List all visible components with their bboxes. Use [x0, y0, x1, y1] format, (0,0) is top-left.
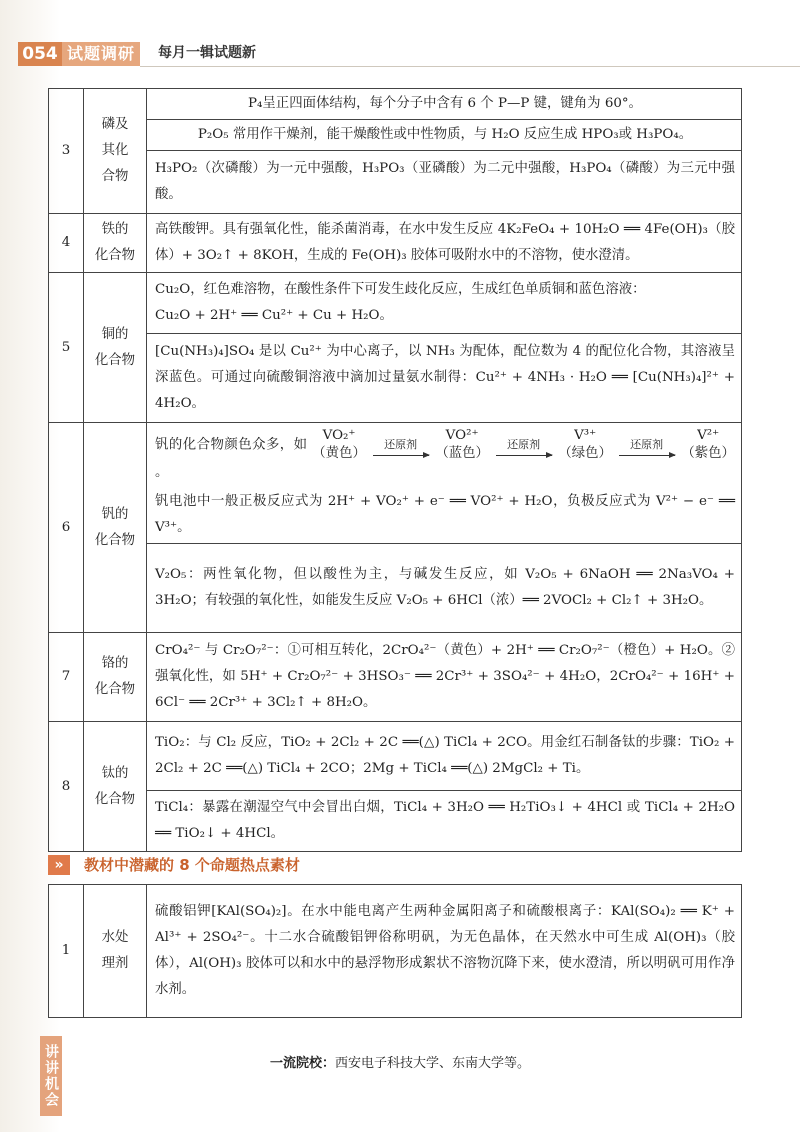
species-color: （紫色） [681, 446, 735, 461]
footer-text: 西安电子科技大学、东南大学等。 [335, 1056, 531, 1071]
arrow-label: 还原剂 [630, 437, 664, 451]
cell-k2feo4: 高铁酸钾。具有强氧化性，能杀菌消毒，在水中发生反应 4K₂FeO₄ + 10H₂O ══ 4Fe(OH)₃（胶体）+ 3O₂↑ + 8KOH，生成的 Fe(OH)₃ 胶体可吸附水中的不溶物，使水澄清。 [147, 214, 742, 273]
row-category [84, 633, 147, 722]
row-category [84, 423, 147, 633]
table-row [49, 89, 742, 120]
species-formula: VO²⁺ [445, 428, 479, 443]
cell-p2o5: P₂O₅ 常用作干燥剂，能干燥酸性或中性物质，与 H₂O 反应生成 HPO₃或 H₃PO₄。 [147, 120, 742, 151]
table-row [49, 214, 742, 273]
row-number: 7 [49, 633, 84, 722]
footer [0, 1052, 800, 1071]
arrow-label: 还原剂 [384, 437, 418, 451]
table-row [49, 544, 742, 633]
cell-ticl4: TiCl₄：暴露在潮湿空气中会冒出白烟，TiCl₄ + 3H₂O ══ H₂TiO₃↓ + 4HCl 或 TiCl₄ + 2H₂O ══ TiO₂↓ + 4HCl。 [147, 791, 742, 852]
species-vo2plus [312, 427, 366, 463]
species-formula: VO₂⁺ [322, 428, 356, 443]
footer-label: 一流院校： [269, 1056, 335, 1071]
row-number: 1 [49, 885, 84, 1018]
table-row [49, 633, 742, 722]
row-number: 3 [49, 89, 84, 214]
cell-v2o5: V₂O₅：两性氧化物，但以酸性为主，与碱发生反应，如 V₂O₅ + 6NaOH ══ 2Na₃VO₄ + 3H₂O；有较强的氧化性，如能发生反应 V₂O₅ + 6HCl（浓）══ 2VOCl₂ + Cl₂↑ + 3H₂O。 [147, 544, 742, 633]
row-number: 8 [49, 722, 84, 852]
category-text: 钒的 化合物 [94, 506, 136, 548]
species-v2plus [681, 427, 735, 463]
table-row [49, 423, 742, 544]
side-tab: 讲讲机会 [40, 1036, 62, 1116]
table-row [49, 791, 742, 852]
row-number: 4 [49, 214, 84, 273]
section-label: 试题调研 [62, 42, 140, 66]
row-category [84, 89, 147, 214]
species-vo2plus2 [435, 427, 489, 463]
compounds-table [48, 88, 742, 852]
row-number: 5 [49, 273, 84, 423]
category-text: 钛的 化合物 [94, 765, 136, 807]
vanadium-color-chain [155, 427, 735, 483]
species-color: （蓝色） [435, 446, 489, 461]
arrow-badge-icon: » [48, 855, 70, 875]
row-category [84, 722, 147, 852]
species-color: （黄色） [312, 446, 366, 461]
cell-tio2: TiO₂：与 Cl₂ 反应，TiO₂ + 2Cl₂ + 2C ══(△) TiCl₄ + 2CO。用金红石制备钛的步骤：TiO₂ + 2Cl₂ + 2C ══(△) TiCl₄ + 2CO；2Mg + TiCl₄ ══(△) 2MgCl₂ + Ti。 [147, 722, 742, 791]
cu2o-equation: Cu₂O + 2H⁺ ══ Cu²⁺ + Cu + H₂O。 [155, 308, 393, 323]
table-row [49, 722, 742, 791]
species-formula: V²⁺ [697, 428, 720, 443]
table-row [49, 273, 742, 334]
row-number: 6 [49, 423, 84, 633]
page-header [0, 34, 800, 74]
header-subtitle: 每月一辑试题新 [158, 45, 256, 61]
table-row [49, 120, 742, 151]
page-number: 054 [18, 42, 62, 66]
cu2o-desc: Cu₂O，红色难溶物，在酸性条件下可发生歧化反应，生成红色单质铜和蓝色溶液： [155, 282, 646, 297]
category-text: 铜的 化合物 [94, 326, 136, 368]
vanadium-battery: 钒电池中一般正极反应式为 2H⁺ + VO₂⁺ + e⁻ ══ VO²⁺ + H₂O，负极反应式为 V²⁺ − e⁻ ══ V³⁺。 [155, 494, 735, 535]
hot-topics-title: 教材中潜藏的 8 个命题热点素材 [84, 856, 300, 874]
cell-phosphorus-acids: H₃PO₂（次磷酸）为一元中强酸，H₃PO₃（亚磷酸）为二元中强酸，H₃PO₄（磷酸）为三元中强酸。 [147, 151, 742, 214]
materials-table [48, 884, 742, 1018]
arrow-label: 还原剂 [507, 437, 541, 451]
species-v3plus [558, 427, 612, 463]
color-intro: 钒的化合物颜色众多，如 [155, 437, 308, 453]
category-text: 磷及 其化 合物 [101, 117, 129, 184]
category-text: 水处 理剂 [101, 930, 129, 971]
category-text: 铁的 化合物 [94, 222, 136, 263]
reduction-arrow [373, 435, 429, 456]
table-row [49, 885, 742, 1018]
species-color: （绿色） [558, 446, 612, 461]
row-category [84, 885, 147, 1018]
cell-copper-complex: [Cu(NH₃)₄]SO₄ 是以 Cu²⁺ 为中心离子，以 NH₃ 为配体，配位数为 4 的配位化合物，其溶液呈深蓝色。可通过向硫酸铜溶液中滴加过量氨水制得：Cu²⁺ + 4NH₃ · H₂O ══ [Cu(NH₃)₄]²⁺ + 4H₂O。 [147, 334, 742, 423]
cell-chromium: CrO₄²⁻ 与 Cr₂O₇²⁻：①可相互转化，2CrO₄²⁻（黄色）+ 2H⁺ ══ Cr₂O₇²⁻（橙色）+ H₂O。②强氧化性，如 5H⁺ + Cr₂O₇²⁻ + 3HSO₃⁻ ══ 2Cr³⁺ + 3SO₄²⁻ + 4H₂O，2CrO₄²⁻ + 16H⁺ + 6Cl⁻ ══ 2Cr³⁺ + 3Cl₂↑ + 8H₂O。 [147, 633, 742, 722]
reduction-arrow [619, 435, 675, 456]
table-row [49, 334, 742, 423]
cell-cu2o [147, 273, 742, 334]
header-rule [140, 66, 800, 67]
chain-end: 。 [155, 465, 169, 480]
table-row [49, 151, 742, 214]
cell-p4: P₄呈正四面体结构，每个分子中含有 6 个 P—P 键，键角为 60°。 [147, 89, 742, 120]
cell-vanadium-colors [147, 423, 742, 544]
species-formula: V³⁺ [574, 428, 597, 443]
category-text: 铬的 化合物 [94, 656, 136, 697]
reduction-arrow [496, 435, 552, 456]
row-category [84, 273, 147, 423]
row-category [84, 214, 147, 273]
cell-alum: 硫酸铝钾[KAl(SO₄)₂]。在水中能电离产生两种金属阳离子和硫酸根离子：KAl(SO₄)₂ ══ K⁺ + Al³⁺ + 2SO₄²⁻。十二水合硫酸铝钾俗称明矾，为无色晶体，在天然水中可生成 Al(OH)₃（胶体），Al(OH)₃ 胶体可以和水中的悬浮物形成絮状不溶物沉降下来，使水澄清，所以明矾可用作净水剂。 [147, 885, 742, 1018]
